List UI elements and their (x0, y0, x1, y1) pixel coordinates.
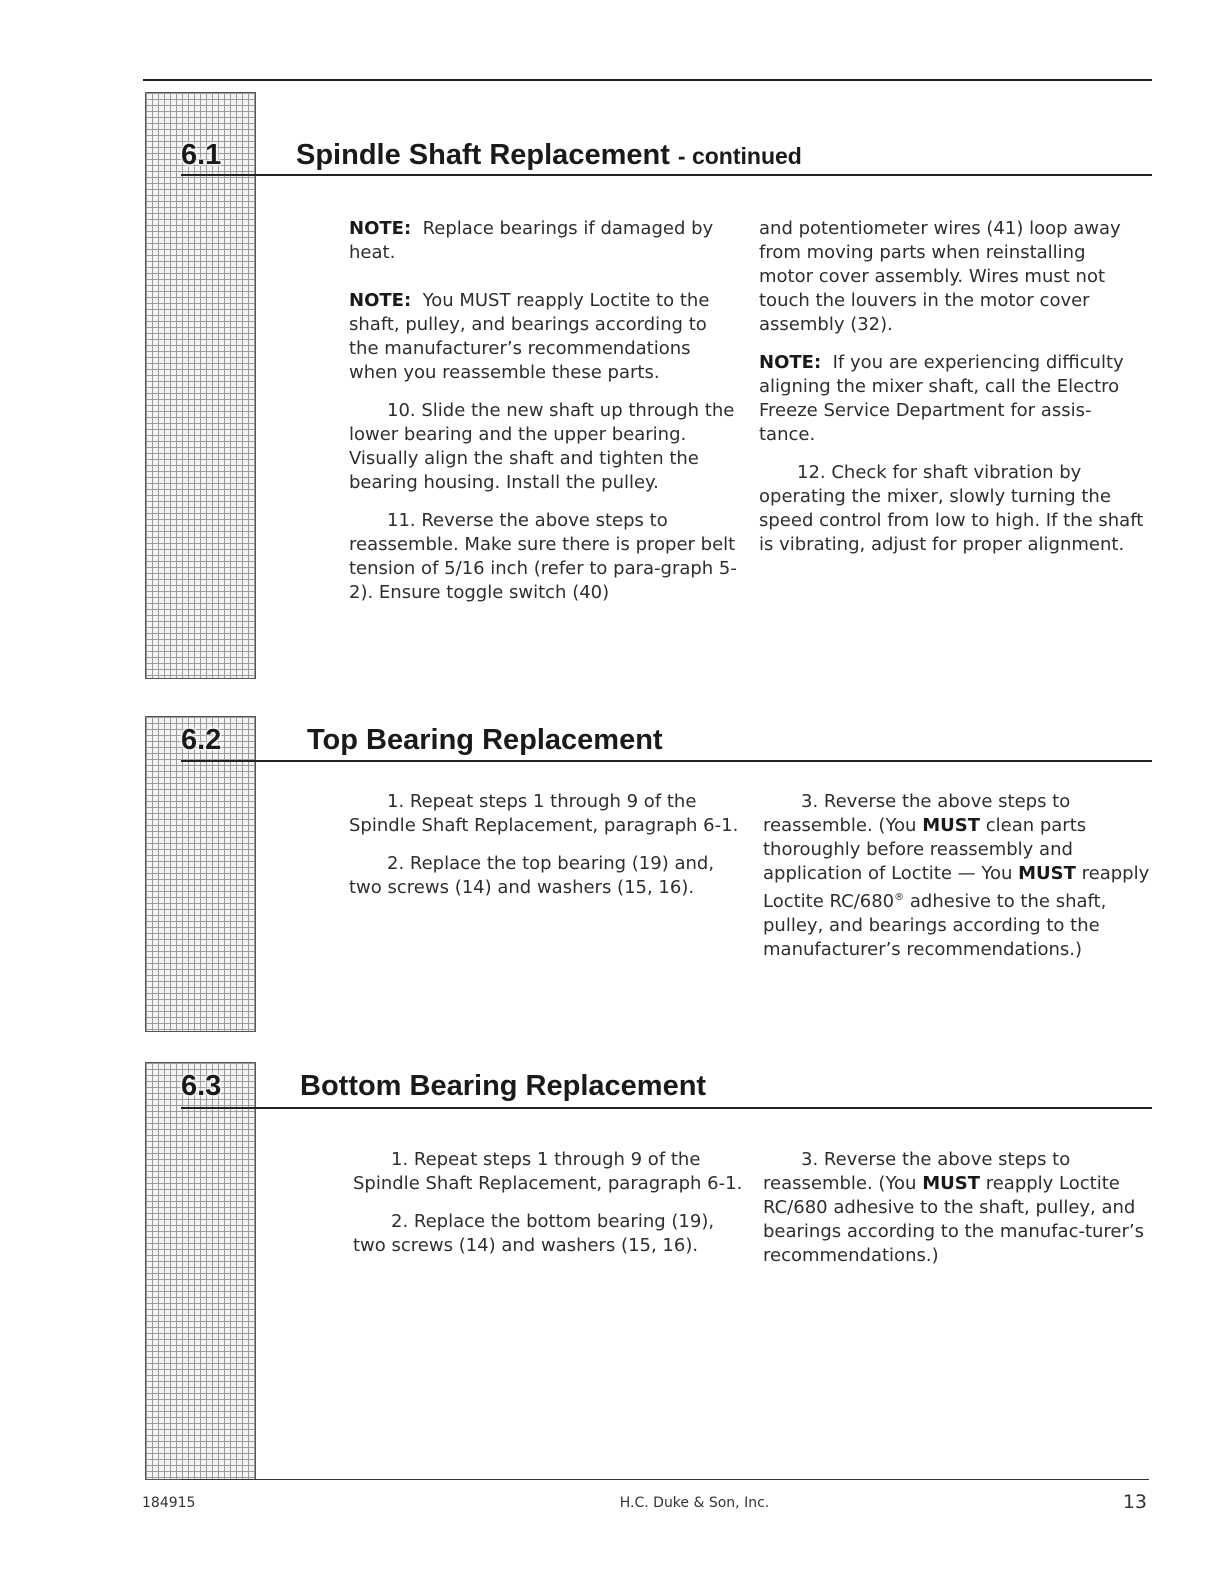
section-6-3-left-column (353, 1148, 745, 1272)
step-text: adhesive to the shaft, pulley, and bearings according to the manufacturer’s recommendations.) (763, 891, 1107, 960)
section-6-3-grid-bar (145, 1062, 256, 1480)
section-6-1-grid-bar (145, 92, 256, 679)
top-rule (143, 79, 1152, 81)
step-paragraph: 1. Repeat steps 1 through 9 of the Spindle Shaft Replacement, paragraph 6-1. (349, 791, 739, 836)
section-number: 6.1 (181, 139, 222, 171)
step-paragraph: 11. Reverse the above steps to reassemble. Make sure there is proper belt tension of 5/16 inch (refer to para-graph 5-2). Ensure toggle switch (40) (349, 510, 737, 603)
section-6-2-right-column (763, 790, 1153, 976)
section-6-2-left-column (349, 790, 741, 914)
note-paragraph (349, 217, 741, 265)
step-text: reapply Loctite RC/680 adhesive to the shaft, pulley, and bearings according to the manufac-turer’s recommendations.) (763, 1173, 1145, 1266)
section-6-1-left-column (349, 217, 741, 619)
section-title (307, 724, 663, 757)
section-title-suffix: - continued (677, 143, 802, 169)
step-text: 3. Reverse the above steps to reassemble. (You (763, 791, 1071, 836)
section-title-text: Top Bearing Replacement (307, 724, 663, 756)
section-number: 6.2 (181, 724, 222, 756)
note-label: NOTE: (349, 290, 412, 311)
step-text: reapply Loctite RC/680 (763, 863, 1150, 912)
note-label: NOTE: (349, 218, 412, 239)
emphasis-must: MUST (922, 815, 980, 836)
section-6-1-right-column (759, 217, 1144, 571)
body-paragraph: and potentiometer wires (41) loop away from moving parts when reinstalling motor cover assembly. Wires must not touch the louvers in the motor cover assembly (32). (759, 218, 1121, 335)
step-paragraph (763, 790, 1153, 962)
step-paragraph: 2. Replace the top bearing (19) and, two screws (14) and washers (15, 16). (349, 853, 715, 898)
footer-doc-number: 184915 (142, 1495, 196, 1511)
step-paragraph: 2. Replace the bottom bearing (19), two screws (14) and washers (15, 16). (353, 1211, 715, 1256)
step-text: 3. Reverse the above steps to reassemble. (You (763, 1149, 1071, 1194)
step-text: clean parts thoroughly before reassembly and application of Loctite — You (763, 815, 1087, 884)
step-paragraph: 12. Check for shaft vibration by operating the mixer, slowly turning the speed control from low to high. If the shaft is vibrating, adjust for proper alignment. (759, 462, 1144, 555)
section-number: 6.3 (181, 1070, 222, 1102)
section-rule (181, 760, 1152, 762)
section-title-text: Bottom Bearing Replacement (300, 1070, 707, 1102)
section-rule (181, 174, 1152, 176)
section-title (296, 139, 802, 172)
section-6-2-grid-bar (145, 716, 256, 1032)
step-paragraph (763, 1148, 1153, 1268)
step-paragraph: 1. Repeat steps 1 through 9 of the Spindle Shaft Replacement, paragraph 6-1. (353, 1149, 743, 1194)
note-text: If you are experiencing difficulty aligning the mixer shaft, call the Electro Freeze Service Department for assis-tance. (759, 352, 1124, 445)
footer-page-number: 13 (1122, 1491, 1147, 1513)
registered-mark: ® (894, 892, 905, 903)
note-label: NOTE: (759, 352, 822, 373)
section-6-3-right-column (763, 1148, 1153, 1282)
note-text: Replace bearings if damaged by heat. (349, 218, 714, 263)
emphasis-must: MUST (922, 1173, 980, 1194)
footer-company: H.C. Duke & Son, Inc. (619, 1495, 770, 1511)
footer-rule (181, 1479, 1149, 1480)
emphasis-must: MUST (1018, 863, 1076, 884)
section-title (300, 1070, 706, 1103)
note-paragraph (349, 289, 741, 385)
section-rule (181, 1107, 1152, 1109)
note-text: You MUST reapply Loctite to the shaft, pulley, and bearings according to the manufacturer’s recommendations when you reassemble these parts. (349, 290, 710, 383)
note-paragraph (759, 351, 1144, 447)
step-paragraph: 10. Slide the new shaft up through the lower bearing and the upper bearing. Visually align the shaft and tighten the bearing housing. Install the pulley. (349, 400, 735, 493)
section-title-text: Spindle Shaft Replacement (296, 139, 670, 171)
